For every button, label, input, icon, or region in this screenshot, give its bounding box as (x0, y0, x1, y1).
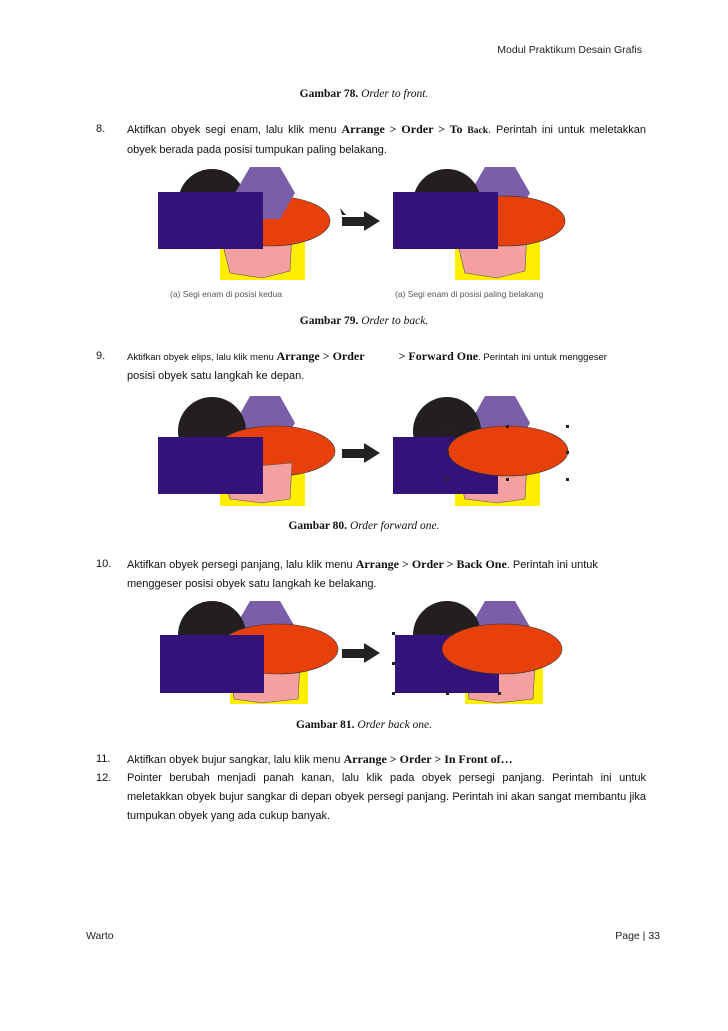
list-item-10 (96, 555, 646, 594)
fig79-right-stack (393, 167, 565, 280)
rectangle-shape (160, 635, 264, 693)
caption-label: Gambar 78. (299, 88, 359, 100)
caption-desc: Order to front. (361, 88, 429, 100)
item-text: Pointer berubah menjadi panah kanan, lalu klik pada obyek persegi panjang. Perintah ini untuk meletakkan obyek bujur sangkar di depan obyek persegi panjang. Perintah ini akan sangat membantu jika tumpukan obyek yang ada cukup banyak. (127, 772, 646, 822)
ellipse-shape (448, 426, 568, 476)
running-header: Modul Praktikum Desain Grafis (497, 44, 642, 56)
caption-label: Gambar 79. (299, 315, 359, 327)
fig79-label-left: (a) Segi enam di posisi kedua (170, 289, 282, 299)
caption-fig80 (0, 520, 728, 532)
fig79-left-stack (158, 167, 330, 280)
list-item-8 (96, 120, 646, 160)
rectangle-shape (393, 192, 498, 249)
ellipse-shape (442, 624, 562, 674)
caption-desc: Order forward one. (349, 520, 440, 532)
caption-fig81 (0, 719, 728, 731)
item-text: Aktifkan obyek persegi panjang, lalu klik menu Arrange > Order > Back One. Perintah ini untuk menggeser posisi obyek satu langkah ke belakang. (127, 557, 598, 590)
list-item-9 (96, 347, 646, 386)
figure-79-illustration (150, 163, 590, 303)
fig81-arrow (342, 643, 380, 663)
list-item-12 (96, 769, 646, 826)
caption-label: Gambar 80. (288, 520, 348, 532)
list-item-11 (96, 750, 646, 770)
item-number: 9. (96, 350, 106, 362)
fig79-arrow (340, 208, 380, 231)
fig81-right-stack (392, 601, 562, 704)
rectangle-shape (158, 437, 263, 494)
caption-label: Gambar 81. (295, 719, 355, 731)
caption-fig79 (0, 315, 728, 327)
fig80-right-stack (393, 396, 569, 506)
item-number: 8. (96, 123, 106, 135)
fig80-left-stack (158, 396, 335, 506)
fig80-arrow (342, 443, 380, 463)
caption-desc: Order to back. (361, 315, 429, 327)
item-number: 10. (96, 558, 112, 570)
item-text: Aktifkan obyek segi enam, lalu klik menu Arrange > Order > To Back. Perintah ini untuk meletakkan obyek berada pada posisi tumpukan paling belakang. (127, 122, 647, 156)
footer-page-number: Page | 33 (615, 930, 660, 942)
footer-author: Warto (86, 930, 114, 942)
rectangle-shape (158, 192, 263, 249)
item-text: Aktifkan obyek bujur sangkar, lalu klik menu Arrange > Order > In Front of… (127, 752, 513, 766)
item-number: 11. (96, 753, 111, 765)
item-number: 12. (96, 772, 112, 784)
item-text: Aktifkan obyek elips, lalu klik menu Arrange > Order > Forward One. Perintah ini untuk menggeser posisi obyek satu langkah ke depan. (127, 349, 607, 382)
fig81-left-stack (160, 601, 338, 704)
caption-fig78 (0, 88, 728, 100)
fig79-label-right: (a) Segi enam di posisi paling belakang (395, 289, 544, 299)
caption-desc: Order back one. (357, 719, 433, 731)
figure-81-illustration (150, 599, 590, 709)
figure-80-illustration (150, 391, 590, 511)
